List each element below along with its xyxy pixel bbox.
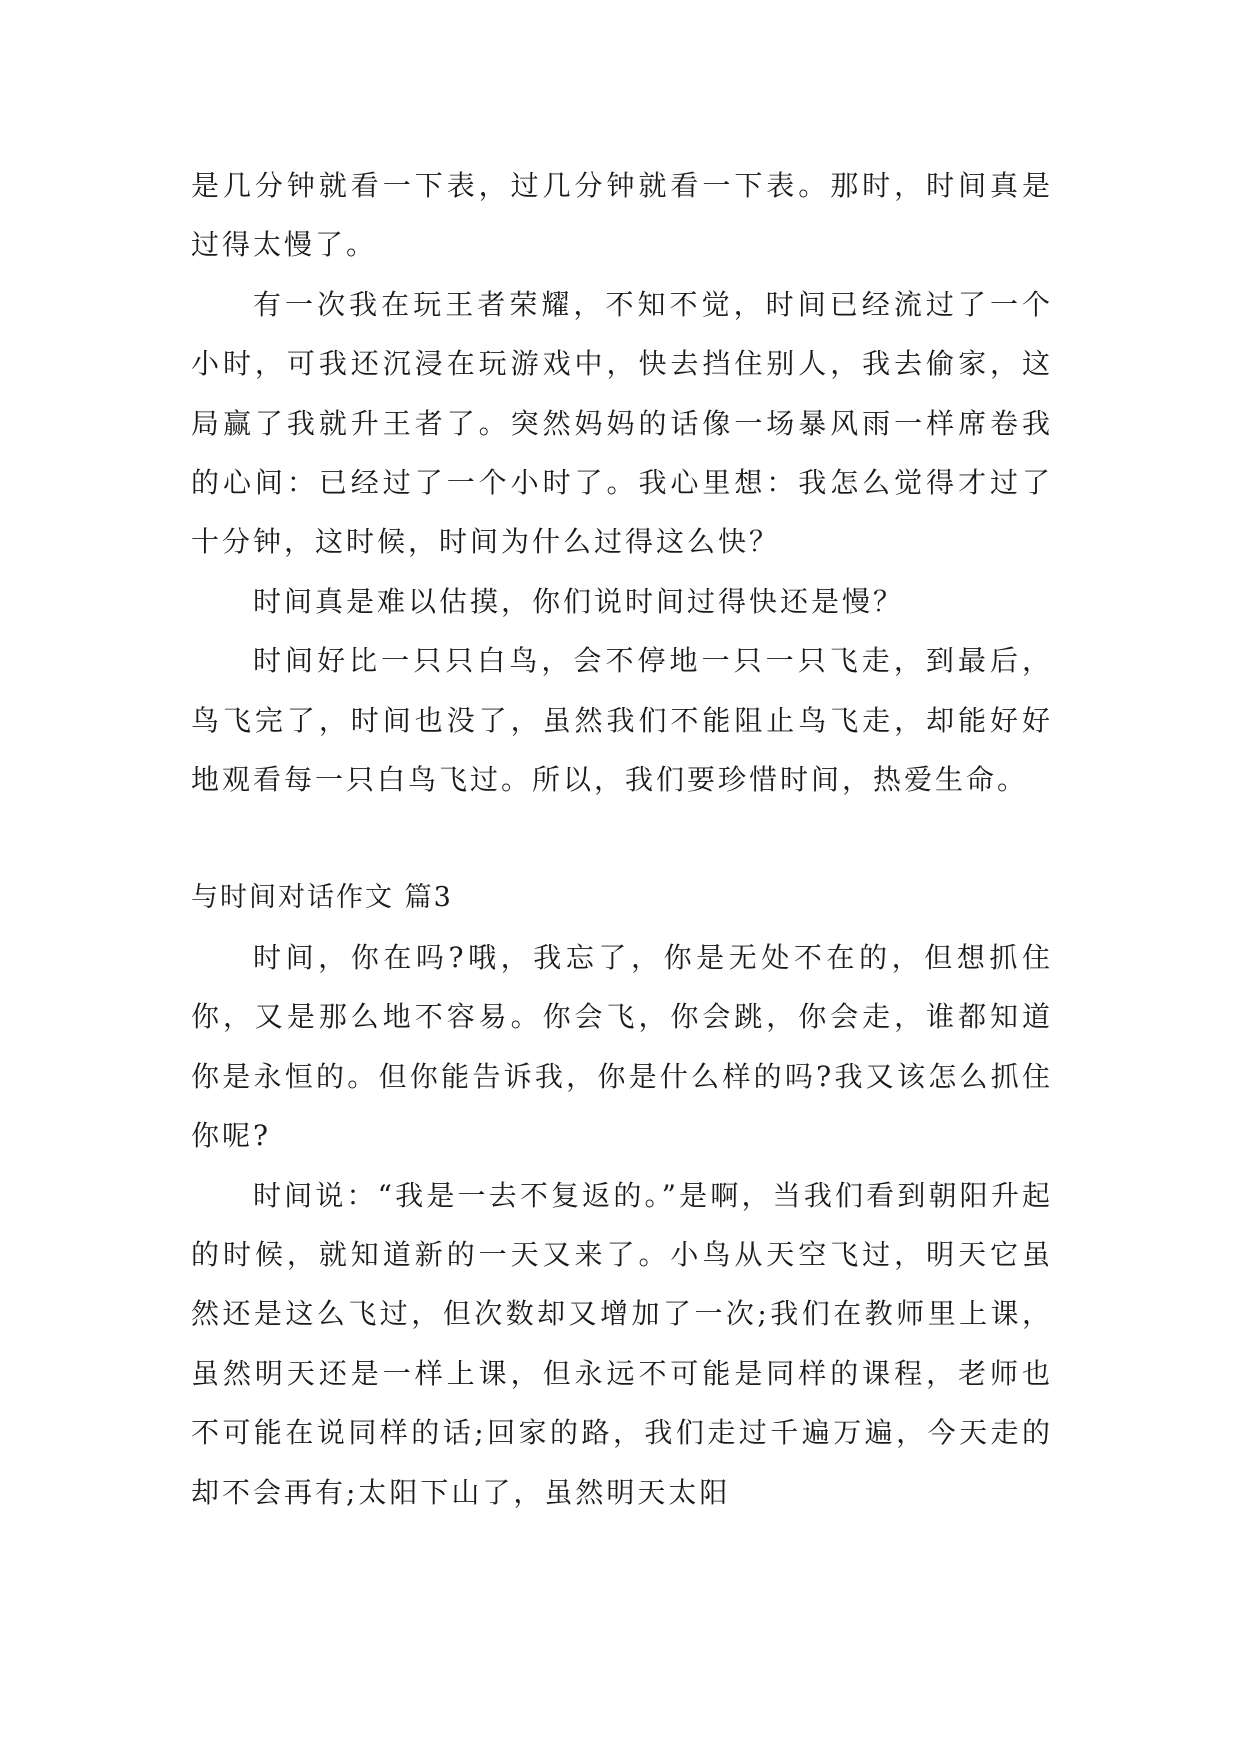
paragraph: 是几分钟就看一下表，过几分钟就看一下表。那时，时间真是过得太慢了。 <box>191 169 1053 262</box>
paragraph: 时间好比一只只白鸟，会不停地一只一只飞走，到最后，鸟飞完了，时间也没了，虽然我们不能阻止鸟飞走，却能好好地观看每一只白鸟飞过。所以，我们要珍惜时间，热爱生命。 <box>191 644 1053 797</box>
document-body <box>191 156 1053 1522</box>
section-heading: 与时间对话作文 篇3 <box>191 882 453 914</box>
paragraph: 时间，你在吗?哦，我忘了，你是无处不在的，但想抓住你，又是那么地不容易。你会飞，你会跳，你会走，谁都知道你是永恒的。但你能告诉我，你是什么样的吗?我又该怎么抓住你呢? <box>191 940 1053 1153</box>
paragraph: 时间真是难以估摸，你们说时间过得快还是慢？ <box>253 584 905 618</box>
paragraph: 时间说：“我是一去不复返的。”是啊，当我们看到朝阳升起的时候，就知道新的一天又来了。小鸟从天空飞过，明天它虽然还是这么飞过，但次数却又增加了一次;我们在教师里上课，虽然明天还是一样上课，但永远不可能是同样的课程，老师也不可能在说同样的话;回家的路，我们走过千遍万遍，今天走的却不会再有;太阳下山了，虽然明天太阳 <box>191 1178 1053 1509</box>
paragraph: 有一次我在玩王者荣耀，不知不觉，时间已经流过了一个小时，可我还沉浸在玩游戏中，快去挡住别人，我去偷家，这局赢了我就升王者了。突然妈妈的话像一场暴风雨一样席卷我的心间：已经过了一个小时了。我心里想：我怎么觉得才过了十分钟，这时候，时间为什么过得这么快？ <box>191 287 1053 559</box>
